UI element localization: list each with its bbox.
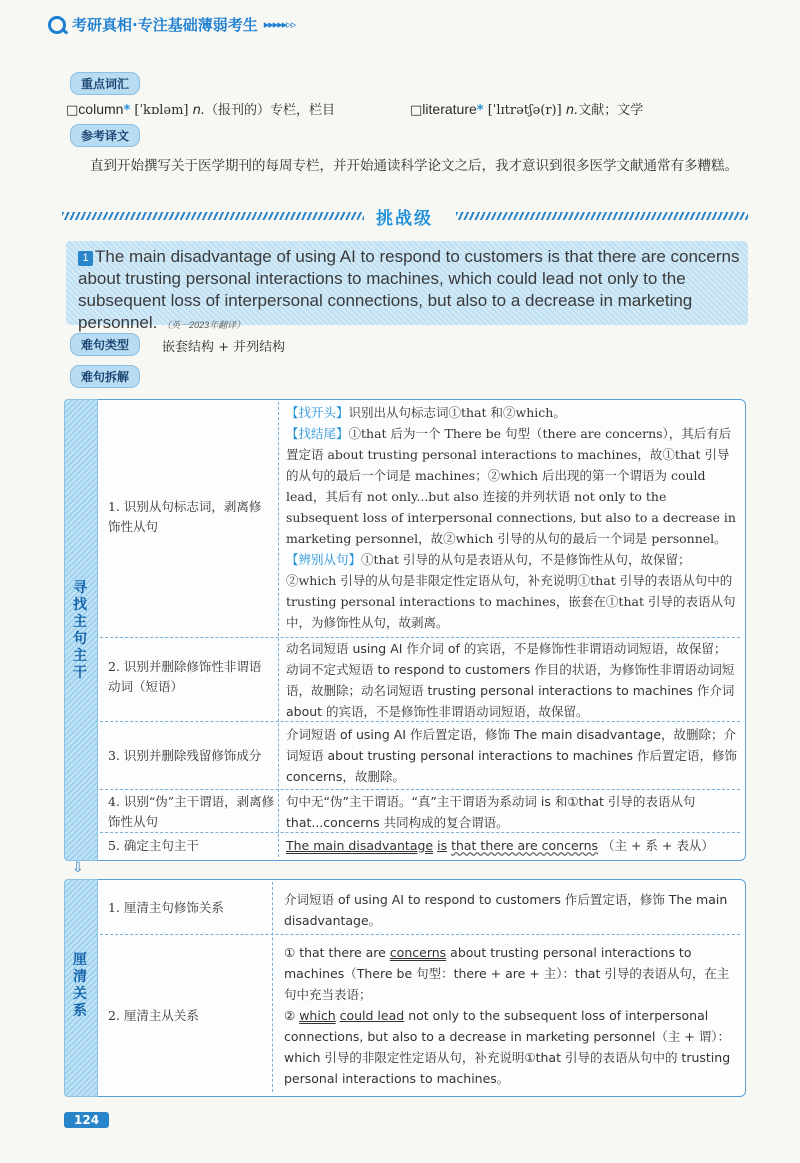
analysis-label: 难句拆解 [70,365,140,388]
clarify-side-label: 厘清关系 [73,952,87,1019]
header-title-text: 考研真相·专注基础薄弱考生 [72,16,258,34]
clarify-row-divider [100,934,740,935]
sentence-number: 1 [78,251,93,266]
level-title: 挑战级 [376,209,433,229]
sentence-type-label: 难句类型 [70,333,140,356]
down-arrow-icon: ⇩ [72,860,84,876]
trunk-step-4-label: 4. 识别“伪”主干谓语，剥离修饰性从句 [108,794,275,829]
vocab-item-column: □column* [ˈkɒləm] n.（报刊的）专栏，栏目 [66,101,336,118]
trunk-step-1-label: 1. 识别从句标志词，剥离修饰性从句 [108,499,262,534]
difficult-sentence [78,246,748,336]
header-arrows: ▸▸▸▸▸▹▹ [263,18,296,31]
search-logo-icon [48,16,66,34]
divider-left [62,212,364,220]
trunk-step-3-label: 3. 识别并删除残留修饰成分 [108,748,262,763]
translation-label: 参考译文 [70,124,140,147]
divider-right [456,212,748,220]
sentence-text: The main disadvantage of using AI to respond to customers is that there are concerns about trusting personal interactions to machines, which could lead not only to the subsequent loss of interpersonal connections, but also to a decrease in marketing personnel. [78,247,740,332]
sentence-source: （英一2023年翻译） [162,320,246,330]
clarify-step-2-detail: ① that there are concerns about trusting personal interactions to machines（There be 句型：there + are + 主）：that 引导的表语从句，在主句中充当表语； ② which could lead not only to the subsequent loss of interpersonal connections, but also to a decrease in marketing personnel（主 + 谓）：which 引导的非限定性定语从句，补充说明①that 引导的表语从句中的 trusting personal interactions to machines。 [284,945,731,1086]
trunk-step-3-detail: 介词短语 of using AI 作后置定语，修饰 The main disadvantage，故删除；介词短语 about trusting personal interactions to machines 作后置定语，修饰 concerns，故删除。 [286,727,737,784]
page-number: 124 [64,1112,109,1128]
trunk-step-2-label: 2. 识别并删除修饰性非谓语动词（短语） [108,659,262,694]
vocab-label: 重点词汇 [70,72,140,95]
trunk-verb: is [437,838,448,853]
clarify-step-1-label: 1. 厘清主句修饰关系 [108,900,224,915]
sentence-type-value: 嵌套结构 + 并列结构 [162,340,286,355]
header-title [48,14,295,35]
translation-text: 直到开始撰写关于医学期刊的每周专栏，并开始通读科学论文之后，我才意识到很多医学文献通常有多糟糕。 [90,158,738,174]
clarify-column-divider [272,882,273,1092]
trunk-step-4-detail: 句中无“伪”主干谓语。“真”主干谓语为系动词 is 和①that 引导的表语从句 that...concerns 共同构成的复合谓语。 [286,794,696,830]
trunk-step-2-detail: 动名词短语 using AI 作介词 of 的宾语，不是修饰性非谓语动词短语，故保留；动词不定式短语 to respond to customers 作目的状语，为修饰性非谓语动词短语，故删除；动名词短语 trusting personal interactions to machines 作介词 about 的宾语，不是修饰性非谓语动词短语，故保留。 [286,641,735,719]
trunk-step-1-detail: 【找开头】识别出从句标志词①that 和②which。 【找结尾】①that 后为一个 There be 句型（there are concerns），其后有后置定语 about trusting personal interactions to machines，故①that 引导的从句的最后一个词是 machines；②which 后出现的第一个谓语为 could lead，其后有 not only...but also 连接的并列状语 not only to the subsequent loss of interpersonal connections, but also to a decrease in marketing personnel，故②which 引导的从句的最后一个词是 personnel。 【辨别从句】①that 引导的从句是表语从句，不是修饰性从句，故保留；②which 引导的从句是非限定性定语从句，补充说明①that 引导的表语从句中的 trusting personal interactions to machines，嵌套在①that 引导的表语从句中，为修饰性从句，故剥离。 [286,405,736,630]
clarify-step-2-label: 2. 厘清主从关系 [108,1008,199,1023]
trunk-complement: that there are concerns [451,838,599,853]
vocab-item-literature: □literature* [ˈlɪtrətʃə(r)] n.文献；文学 [410,101,644,118]
clarify-step-1-detail: 介词短语 of using AI to respond to customers 作后置定语，修饰 The main disadvantage。 [284,892,728,928]
find-trunk-side-label: 寻找主句主干 [73,580,87,681]
trunk-step-5-label: 5. 确定主句主干 [108,838,199,853]
row-divider [100,789,740,790]
trunk-step-5-detail [286,835,738,856]
trunk-note: （主 + 系 + 表从） [602,838,714,853]
trunk-subject: The main disadvantage [286,838,434,853]
